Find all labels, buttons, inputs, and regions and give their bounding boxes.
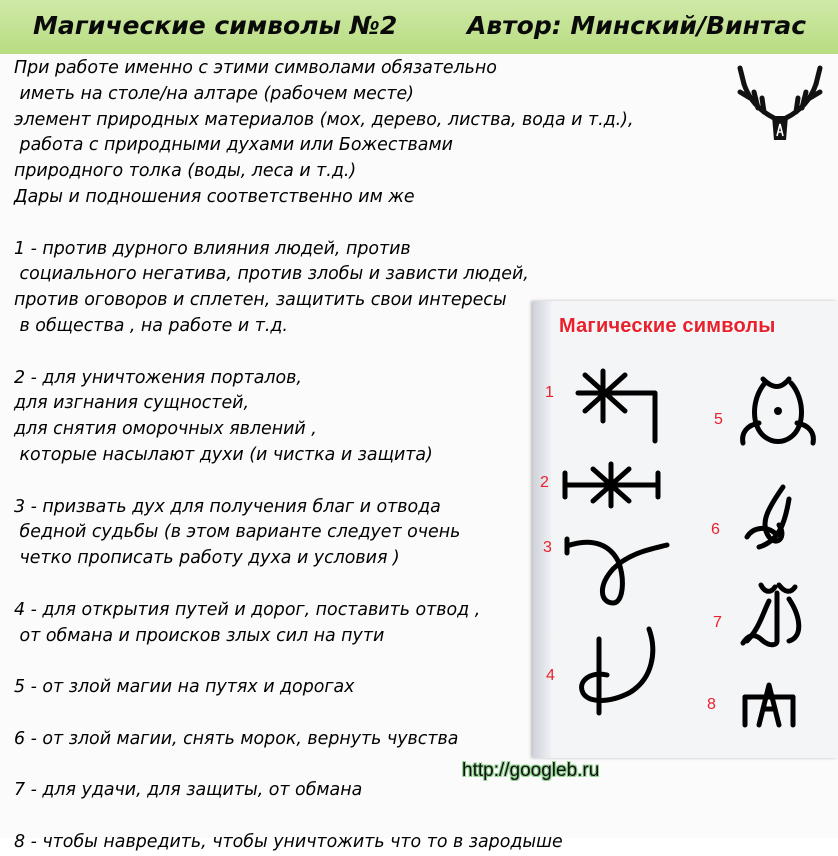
text-line: четко прописать работу духа и условия ) (14, 548, 400, 569)
text-line: 5 - от злой магии на путях и дорогах (14, 677, 355, 698)
symbol-number-2: 2 (540, 474, 549, 491)
text-line: 1 - против дурного влияния людей, против (14, 238, 411, 259)
text-line: 8 - чтобы навредить, чтобы уничтожить что то в зародыше (14, 831, 563, 852)
text-line: 7 - для удачи, для защиты, от обмана (14, 780, 363, 801)
symbols-panel (533, 301, 838, 758)
text-line: 4 - для открытия путей и дорог, поставить отвод , (14, 599, 481, 620)
symbol-2-icon (565, 464, 658, 506)
text-line (14, 211, 734, 237)
text-line: При работе именно с этими символами обязательно (14, 58, 497, 78)
text-line: иметь на столе/на алтаре (рабочем месте) (14, 83, 414, 104)
text-line: природного толка (воды, леса и т.д.) (14, 161, 357, 182)
text-line: от обмана и происков злых сил на пути (14, 625, 385, 646)
symbol-number-7: 7 (713, 614, 722, 631)
symbol-number-5: 5 (714, 411, 723, 428)
symbol-3-icon (567, 539, 667, 603)
text-line: для изгнания сущностей, (14, 393, 249, 414)
symbol-number-6: 6 (711, 521, 720, 538)
symbol-7-icon (743, 585, 799, 645)
title-bar (0, 0, 838, 54)
text-line: 2 - для уничтожения порталов, (14, 367, 302, 388)
source-url: http://googleb.ru (462, 760, 600, 781)
text-line: социального негатива, против злобы и зависти людей, (14, 264, 529, 285)
symbol-number-4: 4 (546, 667, 555, 684)
text-line: 3 - призвать дух для получения благ и отвода (14, 496, 441, 517)
antlers-icon (736, 58, 824, 142)
symbols-drawing (533, 301, 838, 758)
symbol-number-1: 1 (545, 384, 554, 401)
text-line: которые насылают духи (и чистка и защита) (14, 444, 433, 465)
text-line: для снятия оморочных явлений , (14, 419, 317, 440)
text-line: элемент природных материалов (мох, дерево, листва, вода и т.д.), (14, 109, 634, 130)
symbol-number-8: 8 (707, 696, 716, 713)
symbol-4-icon (582, 629, 653, 713)
text-line (14, 804, 734, 830)
symbol-6-icon (747, 487, 789, 547)
text-line: бедной судьбы (в этом варианте следует очень (14, 522, 461, 543)
text-line: 6 - от злой магии, снять морок, вернуть чувства (14, 728, 459, 749)
symbol-1-icon (578, 371, 655, 441)
symbol-number-3: 3 (543, 539, 552, 556)
text-line: против оговоров и сплетен, защитить свои интересы (14, 290, 507, 311)
text-line: работа с природными духами или Божествами (14, 135, 453, 156)
panel-title: Магические символы (559, 315, 776, 337)
text-line: Дары и подношения соответственно им же (14, 186, 415, 207)
symbol-8-icon (745, 685, 793, 725)
text-line: в общества , на работе и т.д. (14, 315, 288, 336)
page-title: Магические символы №2 (33, 11, 398, 40)
author-credit: Автор: Минский/Винтас (467, 11, 807, 40)
